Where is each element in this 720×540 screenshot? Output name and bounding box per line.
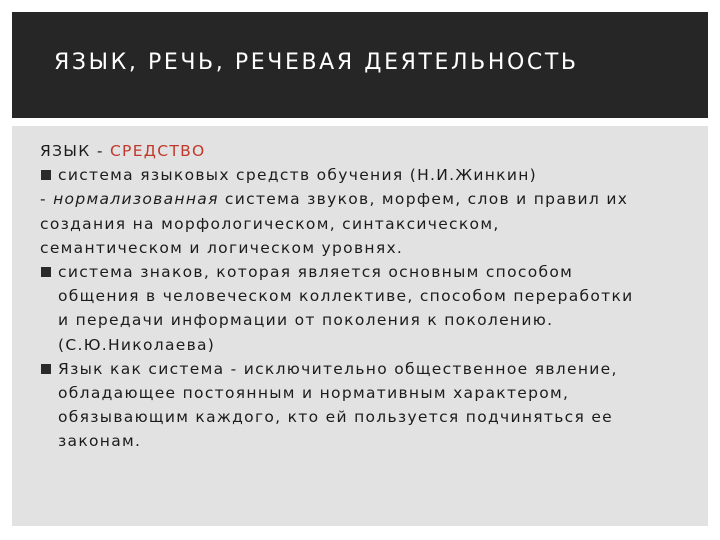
square-bullet-icon: [41, 170, 51, 180]
slide-header: [12, 12, 708, 118]
slide-content: [12, 126, 708, 526]
definition-line-3: семантическом и логическом уровнях.: [40, 238, 404, 257]
bullet-3-line: Язык как система - исключительно общественное явление,: [58, 359, 618, 378]
bullet-2-line: и передачи информации от поколения к поколению.: [58, 311, 554, 330]
lead-prefix: ЯЗЫК -: [40, 142, 110, 160]
bullet-item-1: [40, 163, 702, 187]
definition-line-2: создания на морфологическом, синтаксическом,: [40, 214, 500, 233]
bullet-3-line: законам.: [58, 432, 142, 451]
bullet-3-line: обладающее постоянным и нормативным характером,: [58, 384, 570, 403]
definition-italic: нормализованная: [53, 190, 219, 209]
definition-line-1: [40, 187, 702, 211]
bullet-1-text: система языковых средств обучения (Н.И.Жинкин): [58, 166, 537, 185]
bullet-2-line: система знаков, которая является основным способом: [58, 263, 574, 282]
square-bullet-icon: [41, 364, 51, 374]
bullet-2-citation: (С.Ю.Николаева): [58, 335, 216, 354]
slide-title: ЯЗЫК, РЕЧЬ, РЕЧЕВАЯ ДЕЯТЕЛЬНОСТЬ: [54, 50, 579, 75]
lead-line: [40, 139, 702, 163]
bullet-3-line: обязывающим каждого, кто ей пользуется подчиняться ее: [58, 408, 614, 427]
lead-highlight: СРЕДСТВО: [109, 142, 206, 160]
definition-rest: система звуков, морфем, слов и правил их: [218, 190, 629, 209]
bullet-item-3: [40, 357, 702, 454]
bullet-2-line: общения в человеческом коллективе, способом переработки: [58, 287, 634, 306]
square-bullet-icon: [41, 267, 51, 277]
content-text: [40, 139, 702, 454]
definition-prefix: -: [40, 190, 54, 209]
bullet-item-2: [40, 260, 702, 357]
